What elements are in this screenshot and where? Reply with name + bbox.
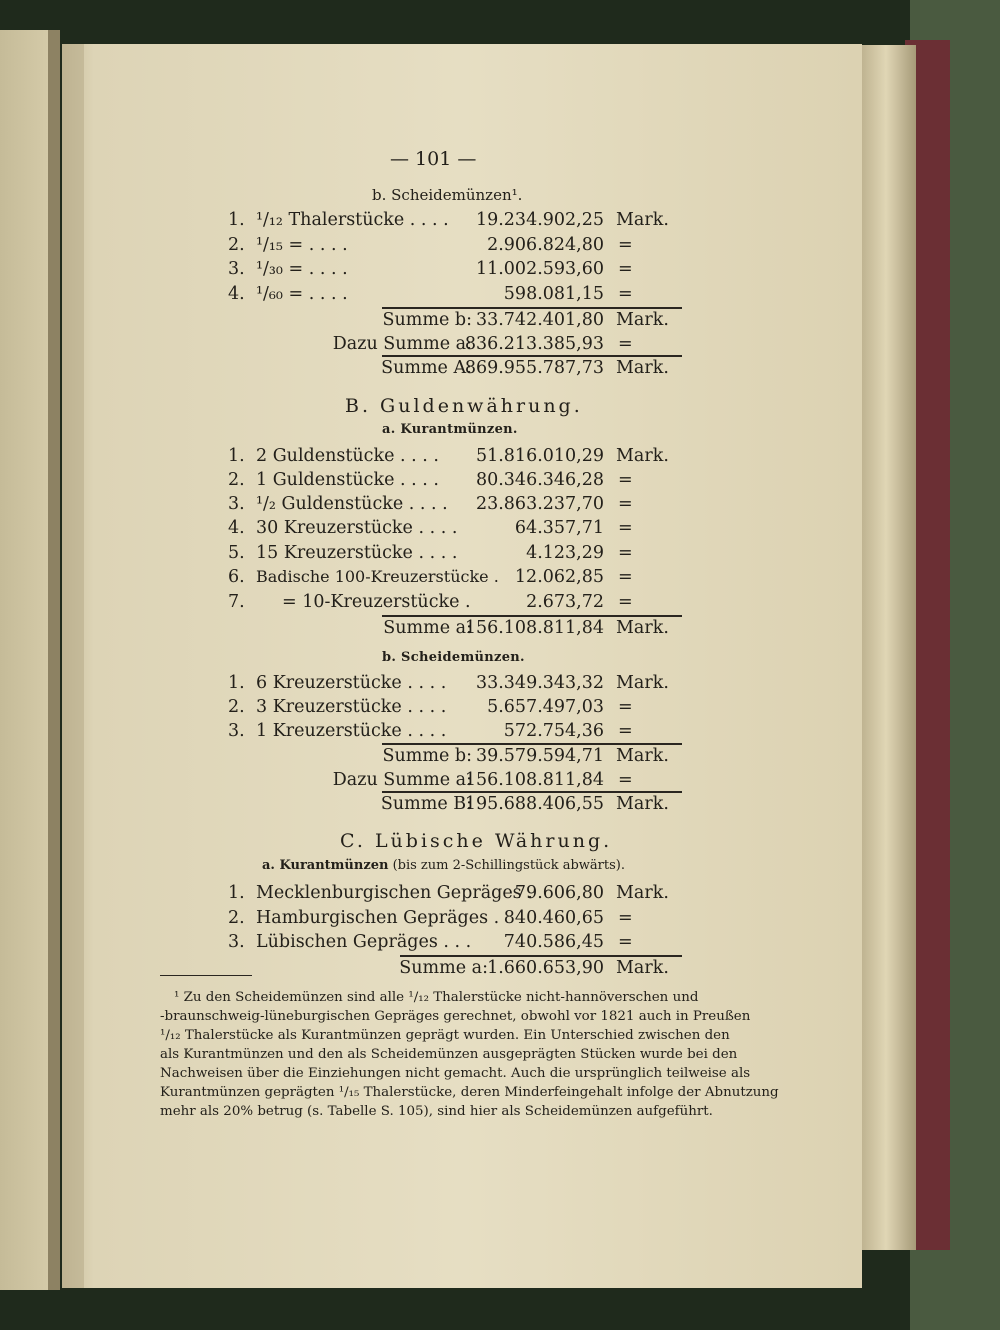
row-label: ¹/₃₀ = . . . . xyxy=(256,259,348,279)
row-number: 2. xyxy=(228,697,245,717)
row-unit: = xyxy=(618,235,633,255)
sum-label: Summe a: xyxy=(383,618,472,638)
row-unit: = xyxy=(618,259,633,279)
row-label: Lübischen Gepräges . . . xyxy=(256,932,472,952)
footnote-line: mehr als 20% betrug (s. Tabelle S. 105), sind hier als Scheidemünzen aufgeführt. xyxy=(160,1104,713,1119)
sum-value: 1.660.653,90 xyxy=(487,958,604,978)
row-label: 6 Kreuzerstücke . . . . xyxy=(256,673,447,693)
sum-label: Summe A: xyxy=(381,358,472,378)
row-value: 19.234.902,25 xyxy=(475,210,604,230)
row-label: 30 Kreuzerstücke . . . . xyxy=(256,518,458,538)
row-value: 2.673,72 xyxy=(526,592,604,612)
row-number: 2. xyxy=(228,470,245,490)
row-value: 11.002.593,60 xyxy=(475,259,604,279)
footnote-line: als Kurantmünzen und den als Scheidemünzen ausgeprägten Stücken wurde bei den xyxy=(160,1047,738,1062)
row-value: 12.062,85 xyxy=(514,567,604,587)
row-label: 1 Kreuzerstücke . . . . xyxy=(256,721,447,741)
row-number: 1. xyxy=(228,883,245,903)
sum-rule xyxy=(400,955,682,957)
footnote-line: ¹/₁₂ Thalerstücke als Kurantmünzen geprägt wurden. Ein Unterschied zwischen den xyxy=(160,1028,730,1043)
row-unit: = xyxy=(618,908,633,928)
row-value: 79.606,80 xyxy=(514,883,604,903)
row-value: 740.586,45 xyxy=(503,932,604,952)
row-value: 80.346.346,28 xyxy=(475,470,604,490)
row-number: 3. xyxy=(228,721,245,741)
sum-unit: Mark. xyxy=(616,618,669,638)
row-unit: = xyxy=(618,932,633,952)
row-number: 3. xyxy=(228,259,245,279)
sum-unit: Mark. xyxy=(616,310,669,330)
row-value: 572.754,36 xyxy=(503,721,604,741)
row-number: 5. xyxy=(228,543,245,563)
row-value: 64.357,71 xyxy=(514,518,604,538)
sum-label: Summe b: xyxy=(382,746,472,766)
row-label: ¹/₁₅ = . . . . xyxy=(256,235,348,255)
page-number: — 101 — xyxy=(390,148,477,170)
sum-rule xyxy=(382,791,682,793)
sum-rule xyxy=(382,355,682,357)
row-value: 4.123,29 xyxy=(526,543,604,563)
row-number: 7. xyxy=(228,592,245,612)
row-unit: = xyxy=(618,543,633,563)
row-value: 2.906.824,80 xyxy=(487,235,604,255)
row-unit: = xyxy=(618,721,633,741)
row-value: 23.863.237,70 xyxy=(475,494,604,514)
sum-value: 33.742.401,80 xyxy=(475,310,604,330)
sum-value: 156.108.811,84 xyxy=(464,770,604,790)
section-heading-kurantmuenzen: a. Kurantmünzen. xyxy=(382,422,518,437)
sum-value: 195.688.406,55 xyxy=(464,794,604,814)
sum-label: Summe a: xyxy=(399,958,488,978)
row-number: 1. xyxy=(228,210,245,230)
row-value: 51.816.010,29 xyxy=(475,446,604,466)
row-label: ¹/₆₀ = . . . . xyxy=(256,284,348,304)
section-title-guldenwaehrung: B. Guldenwährung. xyxy=(345,395,583,417)
row-label: ¹/₁₂ Thalerstücke . . . . xyxy=(256,210,449,230)
sum-value: 156.108.811,84 xyxy=(464,618,604,638)
row-value: 840.460,65 xyxy=(503,908,604,928)
row-number: 2. xyxy=(228,235,245,255)
row-label: Hamburgischen Gepräges . xyxy=(256,908,500,928)
row-number: 3. xyxy=(228,494,245,514)
section-title-luebische-waehrung: C. Lübische Währung. xyxy=(340,830,613,852)
row-label: = 10-Kreuzerstücke . xyxy=(282,592,471,612)
row-label: ¹/₂ Guldenstücke . . . . xyxy=(256,494,448,514)
footnote-line: ¹ Zu den Scheidemünzen sind alle ¹/₁₂ Thalerstücke nicht-hannöverschen und xyxy=(174,990,699,1005)
sum-value: 836.213.385,93 xyxy=(464,334,604,354)
row-label: Mecklenburgischen Gepräges . xyxy=(256,883,533,903)
heading-note: (bis zum 2-Schillingstück abwärts). xyxy=(392,858,625,873)
row-unit: Mark. xyxy=(616,673,669,693)
sum-rule xyxy=(382,743,682,745)
row-unit: Mark. xyxy=(616,883,669,903)
sum-label: Dazu Summe a: xyxy=(332,334,472,354)
section-heading-scheidemuenzen: b. Scheidemünzen¹. xyxy=(372,186,523,204)
row-unit: = xyxy=(618,494,633,514)
row-unit: = xyxy=(618,592,633,612)
sum-label: Dazu Summe a: xyxy=(332,770,472,790)
sum-unit: = xyxy=(618,770,633,790)
row-number: 2. xyxy=(228,908,245,928)
row-value: 5.657.497,03 xyxy=(487,697,604,717)
sum-rule xyxy=(382,615,682,617)
heading-bold: a. Kurantmünzen xyxy=(262,858,389,873)
sum-label: Summe B: xyxy=(380,794,472,814)
row-label: 15 Kreuzerstücke . . . . xyxy=(256,543,458,563)
row-value: 33.349.343,32 xyxy=(475,673,604,693)
sum-unit: Mark. xyxy=(616,794,669,814)
footnote-line: -braunschweig-lüneburgischen Gepräges gerechnet, obwohl vor 1821 auch in Preußen xyxy=(160,1009,751,1024)
row-number: 3. xyxy=(228,932,245,952)
row-label: Badische 100-Kreuzerstücke . xyxy=(256,567,499,586)
footnote-separator xyxy=(160,975,252,976)
row-unit: = xyxy=(618,284,633,304)
row-unit: = xyxy=(618,697,633,717)
row-label: 1 Guldenstücke . . . . xyxy=(256,470,439,490)
row-unit: Mark. xyxy=(616,446,669,466)
row-unit: = xyxy=(618,518,633,538)
row-unit: = xyxy=(618,470,633,490)
row-unit: = xyxy=(618,567,633,587)
sum-label: Summe b: xyxy=(382,310,472,330)
row-value: 598.081,15 xyxy=(503,284,604,304)
row-number: 1. xyxy=(228,673,245,693)
sum-value: 869.955.787,73 xyxy=(464,358,604,378)
row-number: 4. xyxy=(228,518,245,538)
row-number: 4. xyxy=(228,284,245,304)
row-label: 3 Kreuzerstücke . . . . xyxy=(256,697,447,717)
sum-unit: = xyxy=(618,334,633,354)
row-unit: Mark. xyxy=(616,210,669,230)
sum-unit: Mark. xyxy=(616,358,669,378)
row-label: 2 Guldenstücke . . . . xyxy=(256,446,439,466)
sum-unit: Mark. xyxy=(616,746,669,766)
sum-value: 39.579.594,71 xyxy=(475,746,604,766)
section-heading-scheidemuenzen: b. Scheidemünzen. xyxy=(382,650,525,665)
footnote-line: Kurantmünzen geprägten ¹/₁₅ Thalerstücke, deren Minderfeingehalt infolge der Abnutzung xyxy=(160,1085,779,1100)
sum-unit: Mark. xyxy=(616,958,669,978)
section-heading-kurantmuenzen-c xyxy=(262,859,625,872)
sum-rule xyxy=(382,307,682,309)
row-number: 1. xyxy=(228,446,245,466)
row-number: 6. xyxy=(228,567,245,587)
footnote-line: Nachweisen über die Einziehungen nicht gemacht. Auch die ursprünglich teilweise als xyxy=(160,1066,751,1081)
